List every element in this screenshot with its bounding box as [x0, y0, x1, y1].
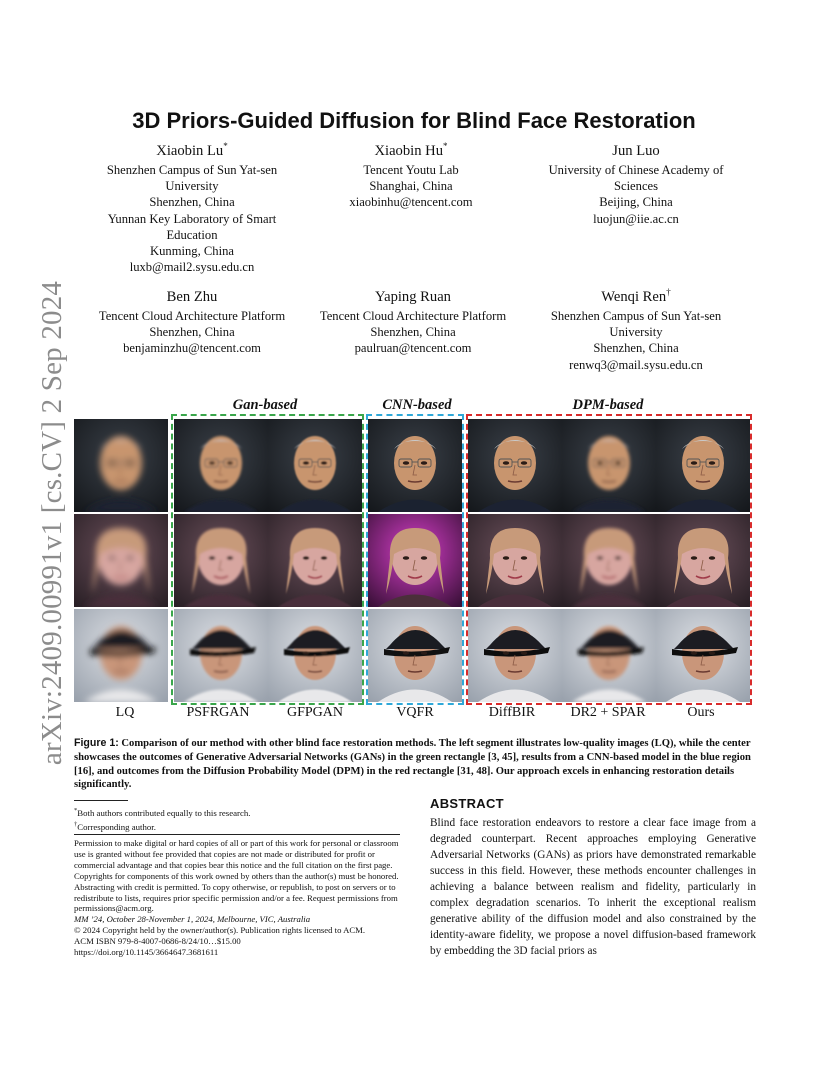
arxiv-stamp: arXiv:2409.00991v1 [cs.CV] 2 Sep 2024	[36, 280, 68, 766]
affiliation-line: Education	[166, 227, 218, 242]
author-name: Xiaobin Lu	[156, 143, 224, 159]
group-label-gan: Gan-based	[232, 397, 298, 413]
affiliation-line: Shenzhen Campus of Sun Yat-sen	[106, 163, 278, 177]
affiliation-line: Beijing, China	[599, 195, 673, 210]
group-label-dpm: DPM-based	[572, 397, 644, 413]
permission-text: Permission to make digital or hard copies of all or part of this work for personal or classroom use is granted without fee provided that copies are not made or distributed for profit or commercial advantage and that copies bear this notice and the full citation on the first page. Copyrights for components of this work owned by others than the author(s) must be honored. Abstracting with credit is permitted. To copy otherwise, or republish, to post on servers or to redistribute to lists, requires prior specific permission and/or a fee. Request permissions from permissions@acm.org.	[74, 838, 399, 914]
caption-text: Comparison of our method with other blind face restoration methods. The left segment illustrates low-quality images (LQ), while the center showcases the outcomes of Generative Adversarial Networks (GANs) in the green rectangle [3, 45], results from a CNN-based model in the blue region [16], and outcomes from the Diffusion Probability Model (DPM) in the red rectangle [31, 48]. Our approach excels in enhancing restoration details significantly.	[74, 738, 751, 791]
face-image	[74, 514, 168, 607]
author-block	[301, 142, 521, 211]
footnotes: *Both authors contributed equally to this research. †Corresponding author.	[74, 807, 251, 833]
author-mark: *	[223, 141, 228, 152]
column-label-ours: Ours	[687, 705, 715, 720]
column-label-gfpgan: GFPGAN	[286, 705, 343, 720]
caption-label: Figure 1:	[74, 737, 119, 749]
affiliation-line: Shenzhen, China	[370, 325, 456, 340]
permission-block	[74, 838, 404, 958]
gan-group-box	[171, 414, 364, 705]
copyright-line: © 2024 Copyright held by the owner/author(s). Publication rights licensed to ACM.	[74, 925, 366, 936]
affiliation-line: Shanghai, China	[369, 179, 453, 194]
affiliation-line: Sciences	[613, 179, 659, 194]
author-block	[303, 288, 523, 357]
footnote-divider	[74, 800, 128, 801]
affiliation-line: Yunnan Key Laboratory of Smart	[107, 211, 277, 226]
face-image	[74, 419, 168, 512]
author-email[interactable]: benjaminzhu@tencent.com	[123, 341, 261, 356]
author-mark: †	[666, 287, 671, 298]
affiliation-line: Tencent Cloud Architecture Platform	[319, 309, 507, 323]
affiliation-line: Tencent Cloud Architecture Platform	[98, 309, 286, 323]
column-label-lq: LQ	[115, 705, 135, 720]
author-email[interactable]: luojun@iie.ac.cn	[593, 211, 679, 226]
author-email[interactable]: xiaobinhu@tencent.com	[349, 195, 473, 210]
column-label-dr2-spar: DR2 + SPAR	[570, 705, 646, 720]
figure-caption	[74, 737, 756, 792]
author-block	[82, 288, 302, 357]
affiliation-line: Shenzhen, China	[149, 195, 235, 210]
affiliation-line: Shenzhen Campus of Sun Yat-sen	[550, 309, 722, 323]
author-name: Yaping Ruan	[375, 289, 451, 305]
dpm-group-box	[466, 414, 752, 705]
author-name: Xiaobin Hu	[374, 143, 443, 159]
author-name: Jun Luo	[612, 143, 660, 159]
group-label-cnn: CNN-based	[382, 397, 452, 413]
author-email[interactable]: paulruan@tencent.com	[354, 341, 472, 356]
author-email[interactable]: renwq3@mail.sysu.edu.cn	[569, 357, 703, 372]
author-email[interactable]: luxb@mail2.sysu.edu.cn	[129, 260, 255, 275]
isbn-line: ACM ISBN 979-8-4007-0686-8/24/10…$15.00	[74, 936, 241, 947]
conference-line: MM ’24, October 28-November 1, 2024, Melbourne, VIC, Australia	[74, 914, 311, 925]
column-label-psfrgan: PSFRGAN	[186, 705, 250, 720]
author-name: Ben Zhu	[166, 289, 218, 305]
affiliation-line: Shenzhen, China	[593, 341, 679, 356]
face-image	[74, 609, 168, 702]
affiliation-line: Tencent Youtu Lab	[363, 163, 459, 177]
author-block	[526, 142, 746, 227]
abstract-heading: ABSTRACT	[430, 796, 504, 811]
permission-divider	[74, 834, 400, 835]
author-block	[82, 142, 302, 275]
doi-link[interactable]: https://doi.org/10.1145/3664647.3681611	[74, 947, 219, 958]
column-label-vqfr: VQFR	[396, 705, 434, 720]
footnote-equal: Both authors contributed equally to this research.	[77, 807, 251, 818]
paper-title: 3D Priors-Guided Diffusion for Blind Face Restoration	[132, 108, 696, 133]
affiliation-line: Shenzhen, China	[149, 325, 235, 340]
footnote-corresponding: Corresponding author.	[77, 822, 156, 833]
affiliation-line: University	[165, 179, 219, 194]
cnn-group-box	[366, 414, 464, 705]
author-mark: *	[443, 141, 448, 152]
affiliation-line: Kunming, China	[150, 244, 234, 259]
column-label-diffbir: DiffBIR	[488, 705, 536, 720]
abstract-text: Blind face restoration endeavors to restore a clear face image from a degraded counterpart. Recent approaches employing Generative Adversarial Networks (GANs) as priors have demonstrated remarkable success in this field. However, these methods encounter challenges in achieving a balance between realism and fidelity, particularly in complex degradation scenarios. To inherit the exceptional realism generative ability of the diffusion model and also constrained by the identity-aware fidelity, we propose a novel diffusion-based framework by embedding the 3D facial priors as	[430, 817, 756, 957]
author-block	[526, 288, 746, 373]
affiliation-line: University of Chinese Academy of	[548, 163, 724, 177]
affiliation-line: University	[609, 325, 663, 340]
author-name: Wenqi Ren	[601, 289, 667, 305]
